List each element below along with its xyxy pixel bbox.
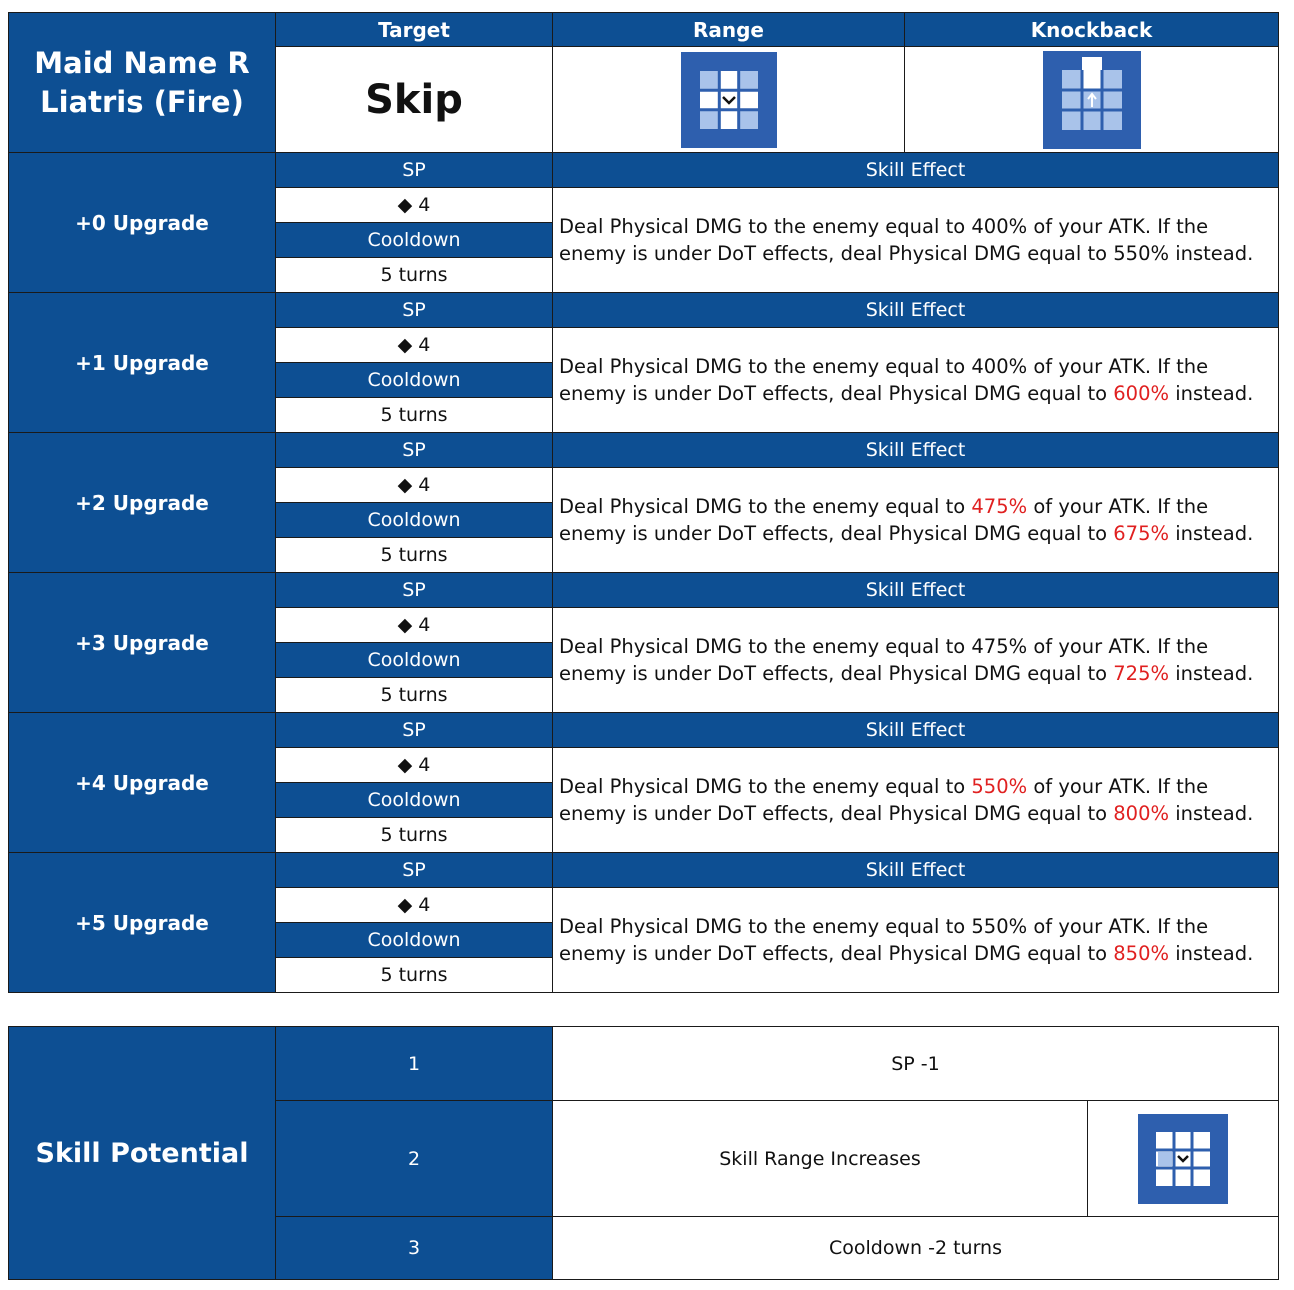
sp-value: ◆ 4 [276, 328, 553, 363]
sp-label: SP [276, 713, 553, 748]
skill-effect-label: Skill Effect [553, 573, 1279, 608]
diamond-icon: ◆ [397, 614, 413, 636]
diamond-icon: ◆ [397, 894, 413, 916]
sp-label: SP [276, 433, 553, 468]
maid-name-line1: Maid Name R [34, 45, 250, 80]
diamond-icon: ◆ [397, 334, 413, 356]
potential-range-cell [1088, 1101, 1279, 1217]
sp-label: SP [276, 153, 553, 188]
upgrade-level-3: +3 Upgrade [9, 573, 276, 713]
skill-effect-label: Skill Effect [553, 293, 1279, 328]
upgrade-level-1: +1 Upgrade [9, 293, 276, 433]
sp-label: SP [276, 853, 553, 888]
sp-value: ◆ 4 [276, 608, 553, 643]
skill-effect-text: Deal Physical DMG to the enemy equal to 550% of your ATK. If the enemy is under DoT effects, deal Physical DMG equal to 850% instead. [553, 888, 1279, 993]
skill-effect-text: Deal Physical DMG to the enemy equal to 400% of your ATK. If the enemy is under DoT effects, deal Physical DMG equal to 550% instead. [553, 188, 1279, 293]
target-value: Skip [276, 47, 553, 153]
diamond-icon: ◆ [397, 194, 413, 216]
upgrade-level-0: +0 Upgrade [9, 153, 276, 293]
upgrade-level-5: +5 Upgrade [9, 853, 276, 993]
skill-effect-label: Skill Effect [553, 853, 1279, 888]
sp-value: ◆ 4 [276, 748, 553, 783]
sp-value: ◆ 4 [276, 188, 553, 223]
skill-effect-label: Skill Effect [553, 153, 1279, 188]
upgrade-level-4: +4 Upgrade [9, 713, 276, 853]
cooldown-label: Cooldown [276, 643, 553, 678]
skill-effect-text: Deal Physical DMG to the enemy equal to 400% of your ATK. If the enemy is under DoT effects, deal Physical DMG equal to 600% instead. [553, 328, 1279, 433]
sp-label: SP [276, 573, 553, 608]
maid-name-line2: Liatris (Fire) [40, 84, 244, 119]
range-grid-icon [681, 52, 777, 148]
cooldown-value: 5 turns [276, 678, 553, 713]
knockback-grid-icon [1043, 51, 1141, 149]
sp-label: SP [276, 293, 553, 328]
potential-num-3: 3 [276, 1217, 553, 1280]
cooldown-value: 5 turns [276, 258, 553, 293]
cooldown-label: Cooldown [276, 923, 553, 958]
cooldown-value: 5 turns [276, 958, 553, 993]
skill-effect-text: Deal Physical DMG to the enemy equal to 475% of your ATK. If the enemy is under DoT effects, deal Physical DMG equal to 675% instead. [553, 468, 1279, 573]
potential-text-3: Cooldown -2 turns [553, 1217, 1279, 1280]
knockback-cell [905, 47, 1279, 153]
potential-num-1: 1 [276, 1027, 553, 1101]
skill-potential-title: Skill Potential [9, 1027, 276, 1280]
cooldown-value: 5 turns [276, 818, 553, 853]
cooldown-label: Cooldown [276, 363, 553, 398]
diamond-icon: ◆ [397, 474, 413, 496]
skill-effect-label: Skill Effect [553, 433, 1279, 468]
potential-text-2: Skill Range Increases [553, 1101, 1088, 1217]
maid-name-cell [9, 13, 276, 153]
skill-table [8, 12, 1279, 993]
sp-value: ◆ 4 [276, 468, 553, 503]
range-increase-grid-icon [1138, 1114, 1228, 1204]
range-cell [553, 47, 905, 153]
cooldown-label: Cooldown [276, 783, 553, 818]
cooldown-value: 5 turns [276, 398, 553, 433]
skill-potential-table [8, 1026, 1279, 1280]
target-header: Target [276, 13, 553, 47]
potential-text-1: SP -1 [553, 1027, 1279, 1101]
sp-value: ◆ 4 [276, 888, 553, 923]
cooldown-label: Cooldown [276, 223, 553, 258]
range-header: Range [553, 13, 905, 47]
upgrade-level-2: +2 Upgrade [9, 433, 276, 573]
cooldown-label: Cooldown [276, 503, 553, 538]
skill-effect-text: Deal Physical DMG to the enemy equal to 475% of your ATK. If the enemy is under DoT effects, deal Physical DMG equal to 725% instead. [553, 608, 1279, 713]
skill-effect-text: Deal Physical DMG to the enemy equal to 550% of your ATK. If the enemy is under DoT effects, deal Physical DMG equal to 800% instead. [553, 748, 1279, 853]
cooldown-value: 5 turns [276, 538, 553, 573]
skill-effect-label: Skill Effect [553, 713, 1279, 748]
diamond-icon: ◆ [397, 754, 413, 776]
potential-num-2: 2 [276, 1101, 553, 1217]
knockback-header: Knockback [905, 13, 1279, 47]
